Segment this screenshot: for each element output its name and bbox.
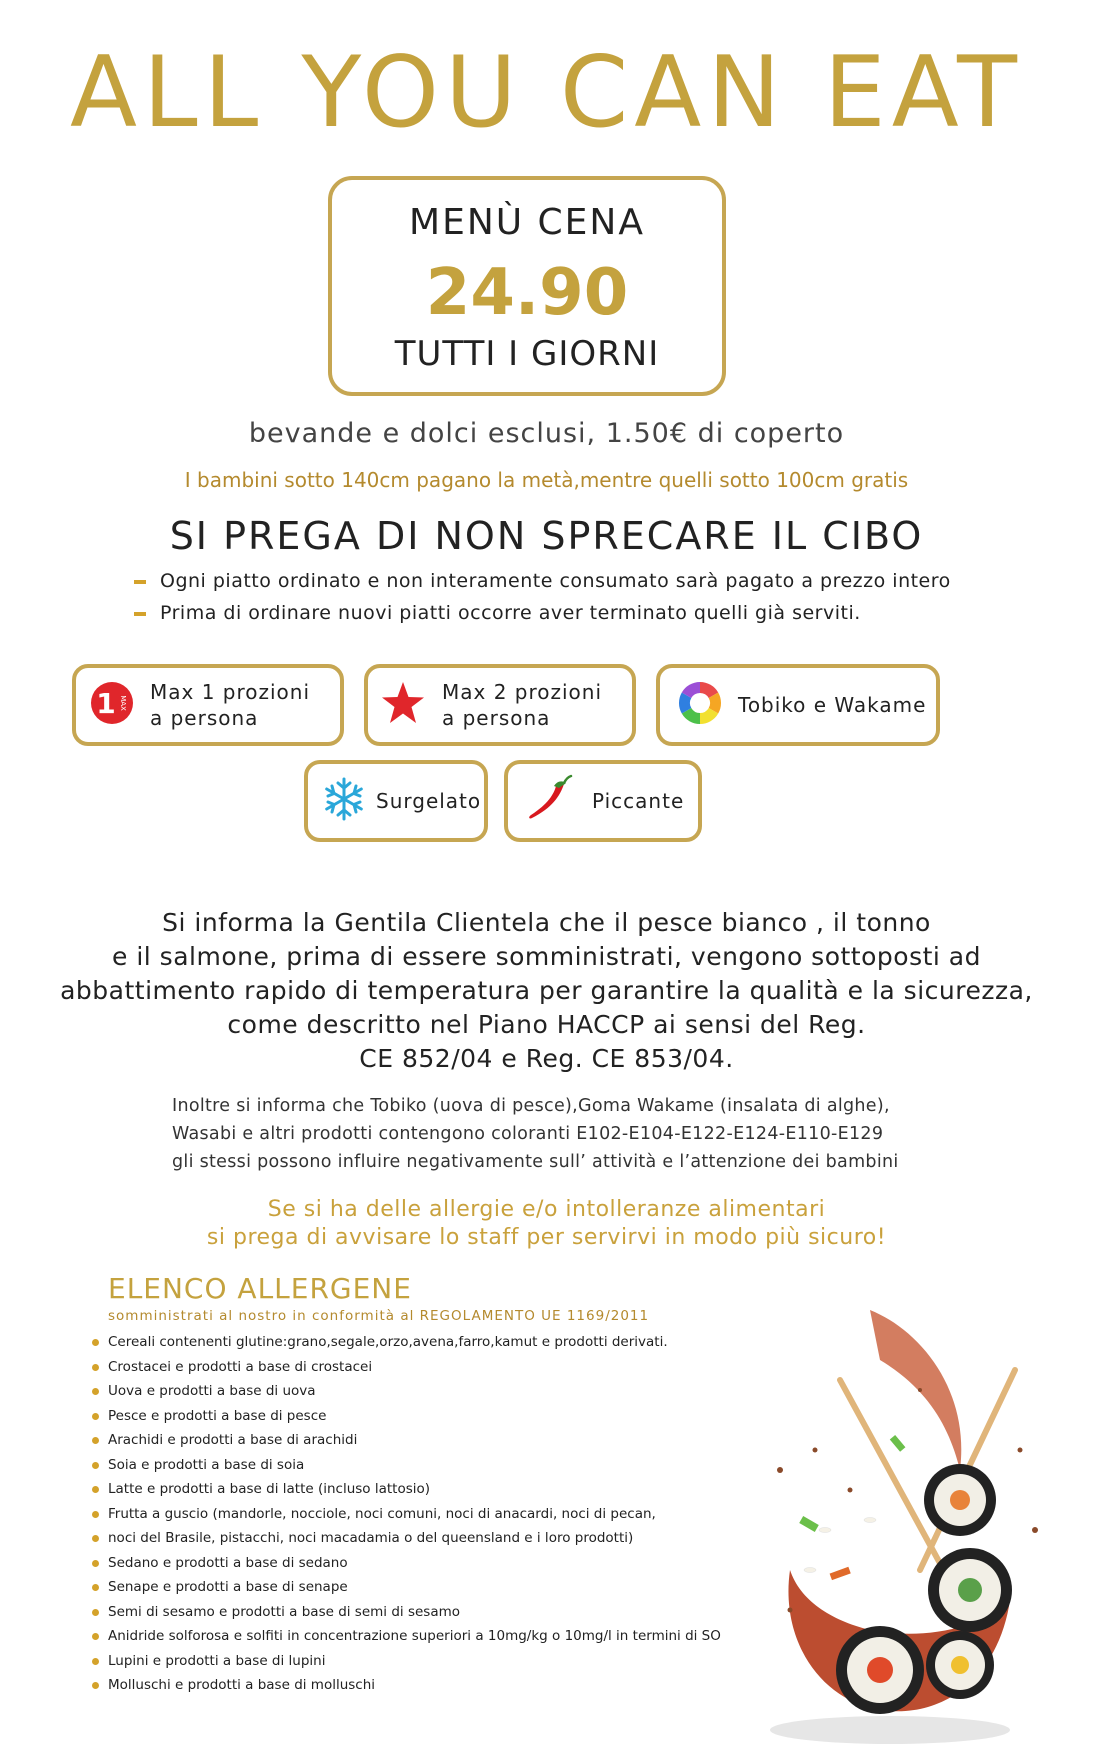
menu-name: MENÙ CENA [409,202,645,243]
list-item: Soia e prodotti a base di soia [92,1453,732,1478]
red-star-icon [380,680,426,730]
legend-max-1 [72,664,344,746]
chili-pepper-icon [524,774,574,828]
allergen-subtitle: somministrati al nostro in conformità al REGOLAMENTO UE 1169/2011 [108,1308,650,1324]
color-wheel-icon [678,681,722,729]
legend-spicy [504,760,702,842]
allergen-title: ELENCO ALLERGENE [108,1272,412,1305]
list-item: Crostacei e prodotti a base di crostacei [92,1355,732,1380]
price-box [328,176,726,396]
excluded-note: bevande e dolci esclusi, 1.50€ di coperto [248,418,845,449]
legend-tobiko-label: Tobiko e Wakame [738,693,927,717]
list-item: Pesce e prodotti a base di pesce [92,1404,732,1429]
rule-item: Prima di ordinare nuovi piatti occorre aver terminato quelli già serviti. [134,602,861,624]
list-item: Uova e prodotti a base di uova [92,1379,732,1404]
list-item: Senape e prodotti a base di senape [92,1575,732,1600]
haccp-notice: Si informa la Gentila Clientela che il pesce bianco , il tonno e il salmone, prima di essere somministrati, vengono sottoposti ad abbattimento rapido di temperatura per garantire la qualità e la sicurezza, come descritto nel Piano HACCP ai sensi del Reg. CE 852/04 e Reg. CE 853/04. [60,908,1033,1073]
legend-max-2-label: Max 2 prozioni a persona [442,680,603,730]
svg-text:MAX: MAX [119,695,127,711]
list-item: Cereali contenenti glutine:grano,segale,orzo,avena,farro,kamut e prodotti derivati. [92,1330,732,1355]
list-item: Lupini e prodotti a base di lupini [92,1649,732,1674]
max-1-badge-icon [90,681,134,729]
sushi-illustration [720,1270,1070,1750]
menu-days: TUTTI I GIORNI [394,334,660,374]
list-item: Sedano e prodotti a base di sedano [92,1551,732,1576]
allergy-note: Se si ha delle allergie e/o intolleranze alimentari si prega di avvisare lo staff per servirvi in modo più sicuro! [206,1197,887,1250]
page-title: ALL YOU CAN EAT [69,36,1024,150]
legend-frozen-label: Surgelato [376,789,482,813]
list-item: Anidride solforosa e solfiti in concentrazione superiori a 10mg/kg o 10mg/l in termini di SO [92,1624,732,1649]
legend-max-1-label: Max 1 prozioni a persona [150,680,311,730]
rule-item: Ogni piatto ordinato e non interamente consumato sarà pagato a prezzo intero [134,570,951,592]
dash-bullet-icon [134,612,146,616]
list-item: noci del Brasile, pistacchi, noci macadamia o del queensland e i loro prodotti) [92,1526,732,1551]
legend-tobiko [656,664,940,746]
list-item: Semi di sesamo e prodotti a base di semi di sesamo [92,1600,732,1625]
legend-max-2 [364,664,636,746]
list-item: Arachidi e prodotti a base di arachidi [92,1428,732,1453]
list-item: Molluschi e prodotti a base di molluschi [92,1673,732,1698]
svg-text:1: 1 [96,687,116,720]
legend-spicy-label: Piccante [592,789,685,813]
dash-bullet-icon [134,580,146,584]
colorants-notice: Inoltre si informa che Tobiko (uova di pesce),Goma Wakame (insalata di alghe), Wasabi e altri prodotti contengono coloranti E102-E104-E122-E124-E110-E129 gli stessi possono influire negativamente sull’ attività e l’attenzione dei bambini [172,1096,899,1172]
snowflake-icon [322,777,366,825]
menu-price: 24.90 [425,256,629,330]
legend-frozen [304,760,488,842]
allergen-list [92,1330,732,1698]
waste-title: SI PREGA DI NON SPRECARE IL CIBO [169,514,924,558]
list-item: Latte e prodotti a base di latte (incluso lattosio) [92,1477,732,1502]
children-note: I bambini sotto 140cm pagano la metà,mentre quelli sotto 100cm gratis [184,468,909,492]
list-item: Frutta a guscio (mandorle, nocciole, noci comuni, noci di anacardi, noci di pecan, [92,1502,732,1527]
